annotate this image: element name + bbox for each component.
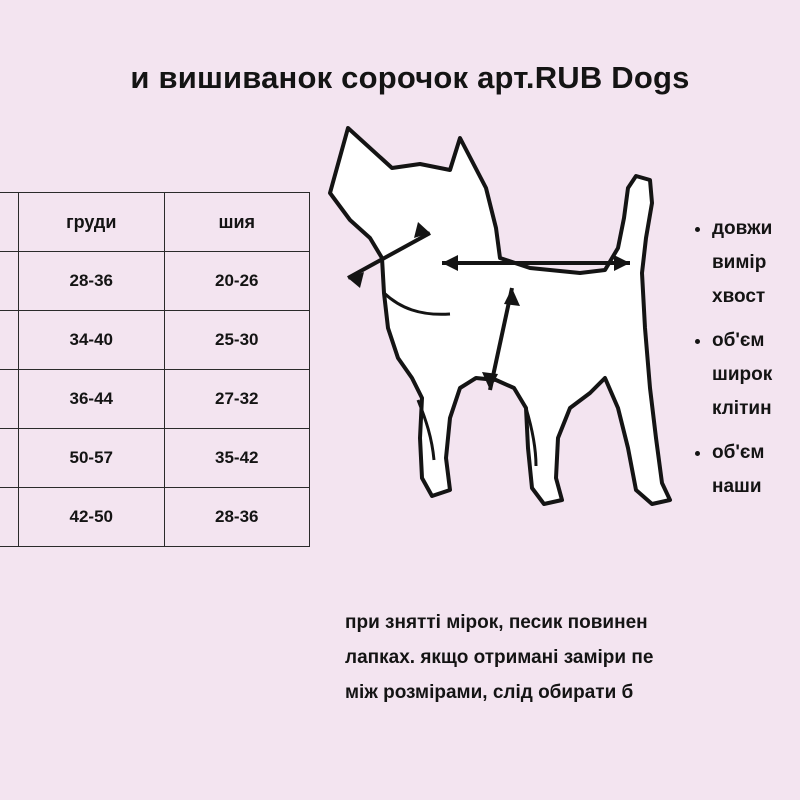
table-cell (0, 370, 19, 429)
note-line: об'єм (712, 330, 765, 351)
table-cell (0, 311, 19, 370)
notes-list (690, 212, 800, 504)
table-cell: 28-36 (19, 252, 164, 311)
note-line: широк (712, 364, 773, 385)
table-header-row (0, 193, 310, 252)
table-row (0, 252, 310, 311)
table-header-cell: груди (19, 193, 164, 252)
table-cell: 35-42 (164, 429, 310, 488)
footer-line: при знятті мірок, песик повинен (345, 612, 648, 633)
note-line: об'єм (712, 442, 765, 463)
dog-diagram (300, 108, 720, 538)
table-cell: 20-26 (164, 252, 310, 311)
list-item (712, 324, 800, 426)
footer-line: між розмірами, слід обирати б (345, 682, 634, 703)
table-row (0, 488, 310, 547)
table-cell: 27-32 (164, 370, 310, 429)
note-line: вимір (712, 252, 767, 273)
table-header-cell (0, 193, 19, 252)
table-cell (0, 252, 19, 311)
table-header-cell: шия (164, 193, 310, 252)
list-item (712, 436, 800, 504)
measurement-notes (690, 212, 800, 514)
table-row (0, 311, 310, 370)
note-line: хвост (712, 286, 766, 307)
table-cell: 42-50 (19, 488, 164, 547)
page-title: и вишиванок сорочок арт.RUB Dogs (130, 60, 690, 95)
table-cell: 36-44 (19, 370, 164, 429)
size-table (0, 192, 310, 547)
table-cell: 50-57 (19, 429, 164, 488)
table-cell: 34-40 (19, 311, 164, 370)
table-cell (0, 429, 19, 488)
footer-line: лапках. якщо отримані заміри пе (345, 647, 654, 668)
table-cell: 28-36 (164, 488, 310, 547)
table-row (0, 370, 310, 429)
footer-instructions (345, 605, 800, 710)
note-line: наши (712, 476, 762, 497)
note-line: клітин (712, 398, 772, 419)
list-item (712, 212, 800, 314)
table-cell: 25-30 (164, 311, 310, 370)
table-row (0, 429, 310, 488)
dog-body-outline (330, 128, 670, 504)
size-table-container (0, 192, 310, 547)
table-cell (0, 488, 19, 547)
note-line: довжи (712, 218, 773, 239)
